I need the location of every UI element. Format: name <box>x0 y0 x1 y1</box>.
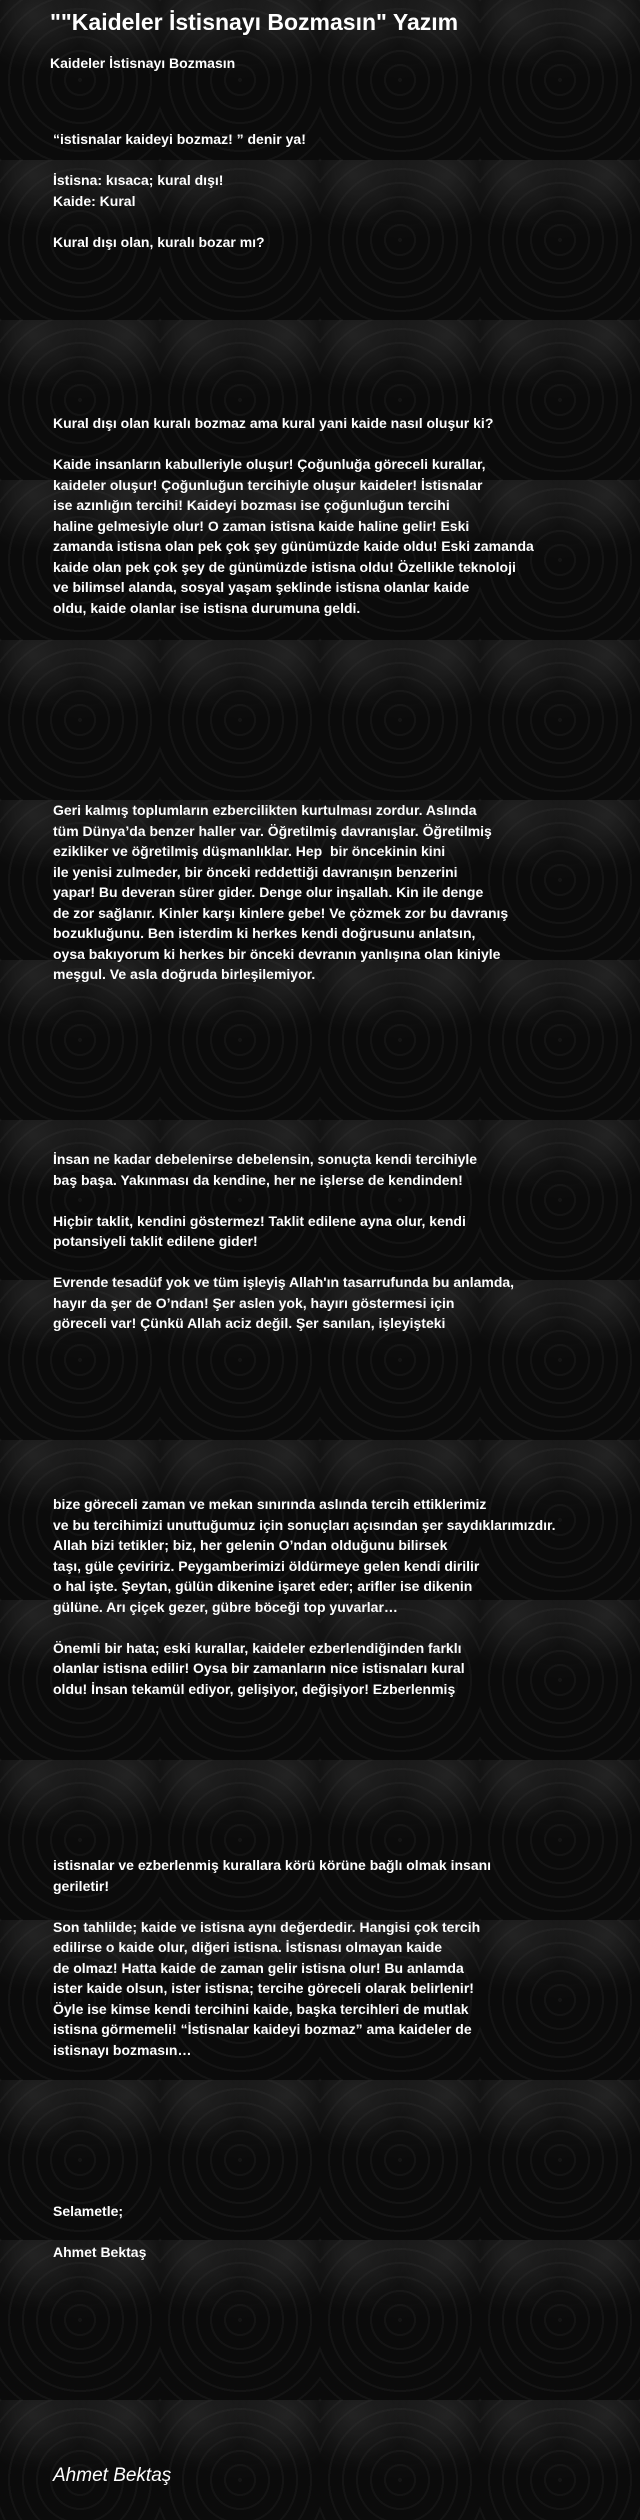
paragraph-block: istisnalar ve ezberlenmiş kurallara körü körüne bağlı olmak insanı geriletir! Son tahlilde; kaide ve istisna aynı değerdedir. Hangisi çok tercih edilirse o kaide olur, diğeri istisna. İstisnası olmayan kaide de olmaz! Hatta kaide de zaman gelir istisna olur! Bu anlamda ister kaide olsun, ister istisna; tercihe göreceli olarak belirlenir! Öyle ise kimse kendi tercihini kaide, başka tercihleri de mutlak istisna görmemeli! “İstisnalar kaideyi bozmaz” ama kaideler de istisnayı bozmasın… <box>53 1857 492 2058</box>
poem-title: ""Kaideler İstisnayı Bozmasın" Yazım <box>50 9 459 35</box>
paragraph-block: “istisnalar kaideyi bozmaz! ” denir ya! İstisna: kısaca; kural dışı! Kaide: Kural Kural dışı olan, kuralı bozar mı? <box>53 131 306 250</box>
footer-author: Ahmet Bektaş <box>53 2465 172 2486</box>
paragraph-block: İnsan ne kadar debelenirse debelensin, sonuçta kendi tercihiyle baş başa. Yakınması da kendine, her ne işlerse de kendinden! Hiçbir taklit, kendini göstermez! Taklit edilene ayna olur, kendi potansiyeli taklit edilene gider! Evrende tesadüf yok ve tüm işleyiş Allah'ın tasarrufunda bu anlamda, hayır da şer de O’ndan! Şer aslen yok, hayırı göstermesi için göreceli var! Çünkü Allah aciz değil. Şer sanılan, işleyişteki <box>53 1151 515 1331</box>
paragraph-block: bize göreceli zaman ve mekan sınırında aslında tercih ettiklerimiz ve bu tercihimizi unuttuğumuz için sonuçları açısından şer saydıklarımızdır. Allah bizi tetikler; biz, her gelenin O’ndan olduğunu bilirsek taşı, güle çeviririz. Peygamberimizi öldürmeye gelen kendi dirilir o hal işte. Şeytan, gülün dikenine işaret eder; arifler ise dikenin gülüne. Arı çiçek gezer, gübre böceği top yuvarlar… Önemli bir hata; eski kurallar, kaideler ezberlendiğinden farklı olanlar istisna edilir! Oysa bir zamanların nice istisnaları kural oldu! İnsan tekamül ediyor, gelişiyor, değişiyor! Ezberlenmiş <box>53 1496 556 1697</box>
poem-subtitle: Kaideler İstisnayı Bozmasın <box>50 55 236 71</box>
paragraph-block: Kural dışı olan kuralı bozmaz ama kural yani kaide nasıl oluşur ki? Kaide insanların kabulleriyle oluşur! Çoğunluğa göreceli kurallar, kaideler oluşur! Çoğunluğun tercihiyle oluşur kaideler! İstisnalar ise azınlığın tercihi! Kaideyi bozması ise çoğunluğun tercihi haline gelmesiyle olur! O zaman istisna kaide haline gelir! Eski zamanda istisna olan pek çok şey günümüzde kaide oldu! Eski zamanda kaide olan pek çok şey de günümüzde istisna oldu! Özellikle teknoloji ve bilimsel alanda, sosyal yaşam şeklinde istisna olanlar kaide oldu, kaide olanlar ise istisna durumuna geldi. <box>53 415 534 616</box>
signature-block: Selametle; Ahmet Bektaş <box>53 2203 147 2260</box>
paragraph-block: Geri kalmış toplumların ezbercilikten kurtulması zordur. Aslında tüm Dünya’da benzer haller var. Öğretilmiş davranışlar. Öğretilmiş ezikliker ve öğretilmiş düşmanlıklar. Hep bir öncekinin kini ile yenisi zulmeder, bir önceki reddettiği davranışın benzerini yapar! Bu deveran sürer gider. Denge olur inşallah. Kin ile denge de zor sağlanır. Kinler karşı kinlere gebe! Ve çözmek zor bu davranış bozukluğunu. Ben isterdim ki herkes kendi doğrusunu anlatsın, oysa bakıyorum ki herkes bir önceki devranın yanlışına olan kiniyle meşgul. Ve asla doğruda birleşilemiyor. <box>53 802 509 982</box>
